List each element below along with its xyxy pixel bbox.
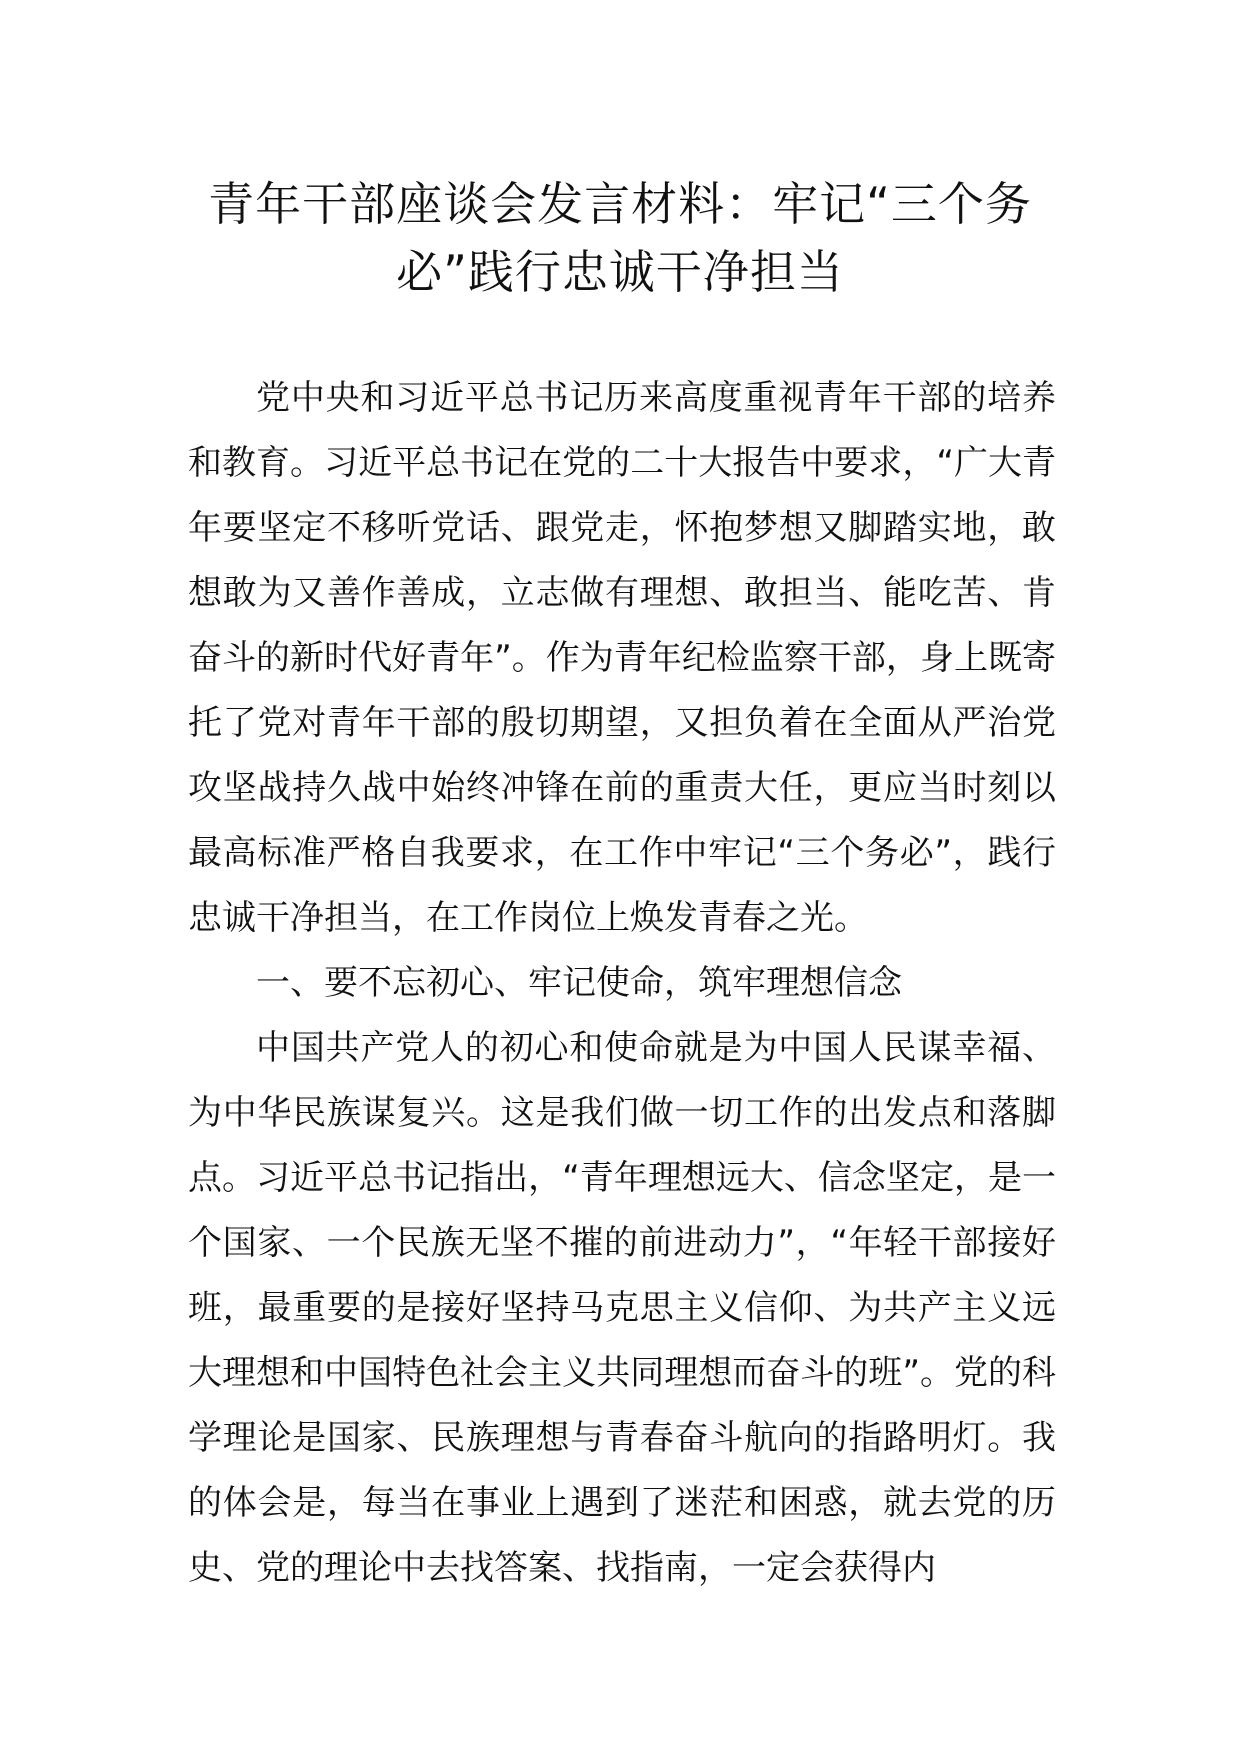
- document-body: [188, 366, 1056, 1601]
- section-heading-1: 一、要不忘初心、牢记使命，筑牢理想信念: [256, 963, 902, 1003]
- document-title: 青年干部座谈会发言材料：牢记“三个务必”践行忠诚干净担当: [208, 177, 1032, 299]
- paragraph-section-1: 中国共产党人的初心和使命就是为中国人民谋幸福、为中华民族谋复兴。这是我们做一切工作的出发点和落脚点。习近平总书记指出，“青年理想远大、信念坚定，是一个国家、一个民族无坚不摧的前进动力”，“年轻干部接好班，最重要的是接好坚持马克思主义信仰、为共产主义远大理想和中国特色社会主义共同理想而奋斗的班”。党的科学理论是国家、民族理想与青春奋斗航向的指路明灯。我的体会是，每当在事业上遇到了迷茫和困惑，就去党的历史、党的理论中去找答案、找指南，一定会获得内: [188, 1028, 1056, 1588]
- paragraph-intro: 党中央和习近平总书记历来高度重视青年干部的培养和教育。习近平总书记在党的二十大报告中要求，“广大青年要坚定不移听党话、跟党走，怀抱梦想又脚踏实地，敢想敢为又善作善成，立志做有理想、敢担当、能吃苦、肯奋斗的新时代好青年”。作为青年纪检监察干部，身上既寄托了党对青年干部的殷切期望，又担负着在全面从严治党攻坚战持久战中始终冲锋在前的重责大任，更应当时刻以最高标准严格自我要求，在工作中牢记“三个务必”，践行忠诚干净担当，在工作岗位上焕发青春之光。: [188, 378, 1056, 938]
